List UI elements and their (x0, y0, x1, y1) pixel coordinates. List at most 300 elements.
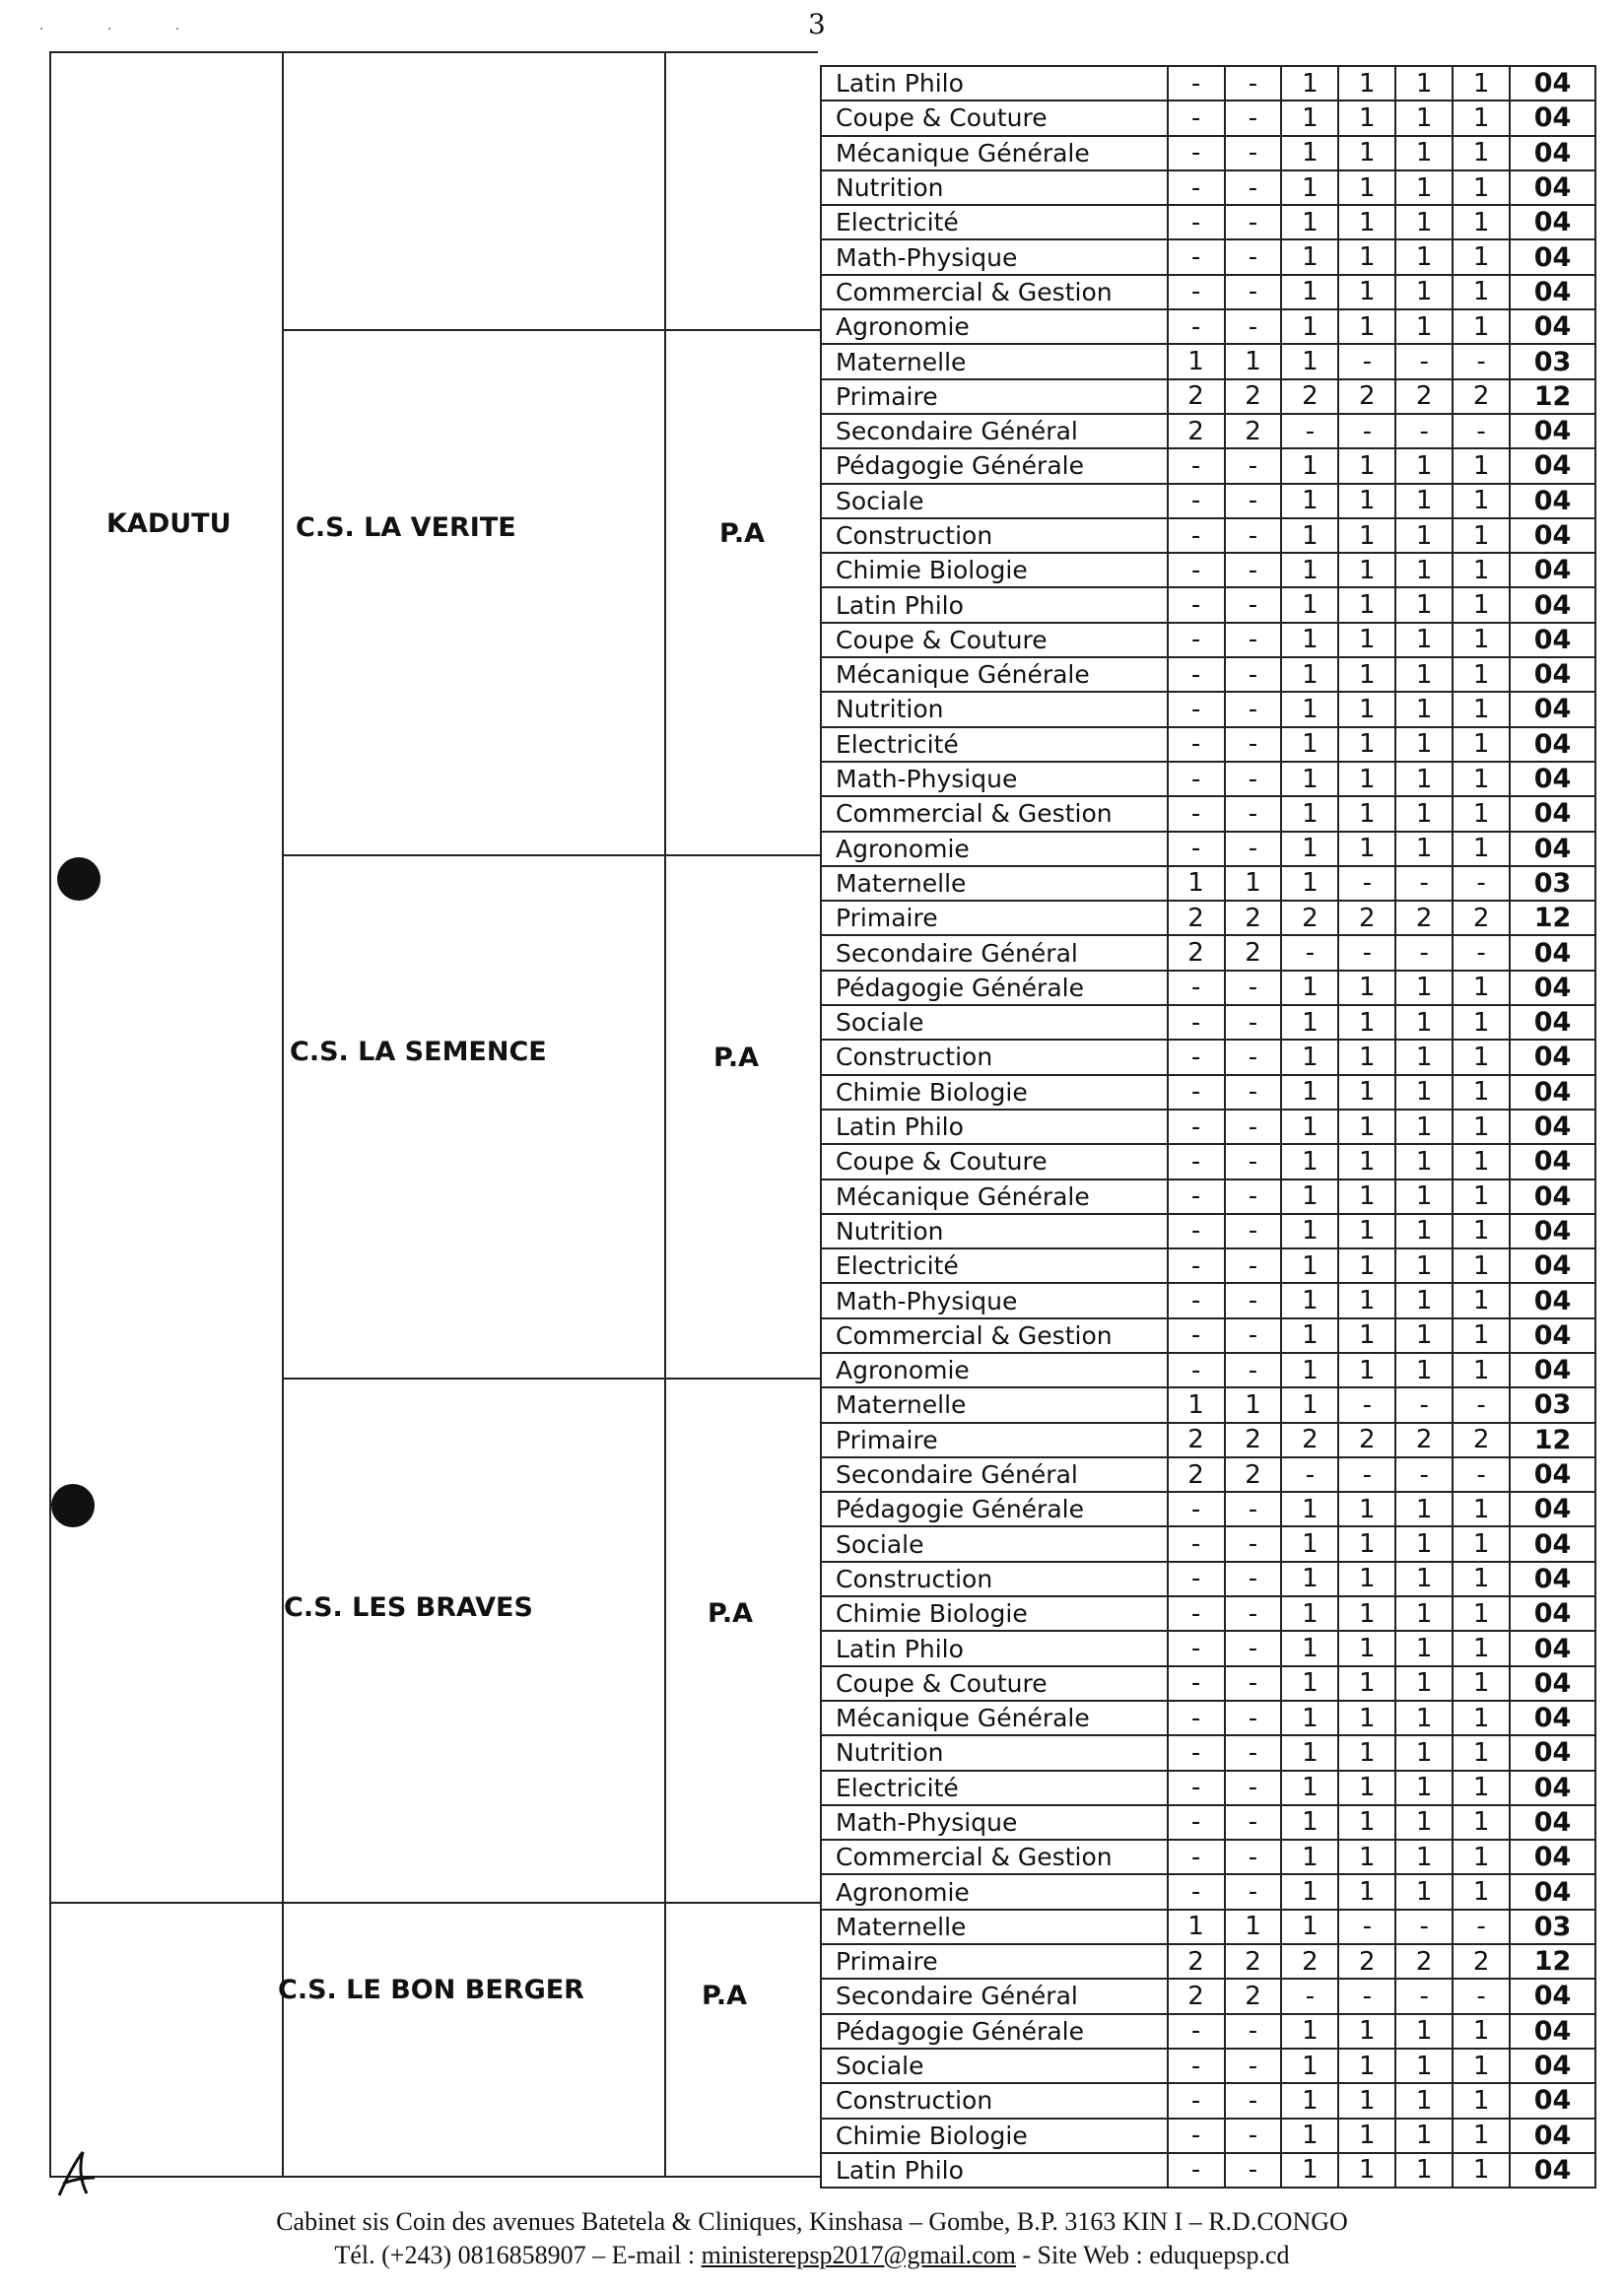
count-cell: 1 (1281, 275, 1338, 309)
table-row (821, 935, 1595, 970)
count-cell: 1 (1453, 1214, 1510, 1248)
count-cell: - (1453, 1457, 1510, 1492)
count-cell: 1 (1281, 1248, 1338, 1283)
count-cell: 1 (1281, 1526, 1338, 1561)
count-cell: 1 (1338, 2153, 1395, 2188)
count-cell: 1 (1281, 866, 1338, 901)
total-cell: 04 (1510, 2083, 1595, 2118)
count-cell: 1 (1338, 1492, 1395, 1526)
count-cell: 1 (1395, 657, 1453, 692)
count-cell: - (1168, 1874, 1225, 1909)
count-cell: - (1225, 66, 1282, 101)
school-column-divider (664, 51, 666, 2176)
count-cell: 2 (1338, 1423, 1395, 1457)
count-cell: 1 (1338, 1735, 1395, 1770)
count-cell: 1 (1395, 832, 1453, 866)
subject-cell: Agronomie (821, 1353, 1168, 1387)
count-cell: - (1168, 518, 1225, 553)
district-column-divider (282, 51, 284, 2176)
subject-cell: Pédagogie Générale (821, 2014, 1168, 2049)
subject-cell: Coupe & Couture (821, 1144, 1168, 1179)
total-cell: 04 (1510, 935, 1595, 970)
count-cell: 2 (1281, 901, 1338, 935)
table-row (821, 1353, 1595, 1387)
subject-cell: Secondaire Général (821, 1979, 1168, 2013)
count-cell: 1 (1453, 170, 1510, 205)
count-cell: - (1225, 1771, 1282, 1805)
count-cell: 1 (1453, 692, 1510, 726)
total-cell: 04 (1510, 1805, 1595, 1840)
count-cell: 1 (1281, 657, 1338, 692)
count-cell: - (1168, 1771, 1225, 1805)
count-cell: 1 (1395, 239, 1453, 274)
school-name: C.S. LA SEMENCE (290, 1037, 547, 1067)
count-cell: - (1281, 935, 1338, 970)
table-row (821, 1040, 1595, 1074)
count-cell: 1 (1338, 1110, 1395, 1144)
subject-cell: Agronomie (821, 309, 1168, 344)
count-cell: - (1168, 448, 1225, 483)
district-divider (49, 1902, 820, 1904)
count-cell: - (1168, 1701, 1225, 1735)
total-cell: 04 (1510, 170, 1595, 205)
count-cell: 1 (1395, 309, 1453, 344)
count-cell: 1 (1395, 1318, 1453, 1353)
count-cell: 1 (1338, 727, 1395, 762)
count-cell: - (1168, 66, 1225, 101)
count-cell: 1 (1453, 101, 1510, 135)
total-cell: 12 (1510, 1423, 1595, 1457)
count-cell: - (1338, 1910, 1395, 1944)
count-cell: 1 (1395, 1179, 1453, 1214)
subject-cell: Latin Philo (821, 66, 1168, 101)
subject-cell: Mécanique Générale (821, 136, 1168, 170)
count-cell: 1 (1453, 66, 1510, 101)
count-cell: - (1168, 657, 1225, 692)
count-cell: 1 (1281, 1631, 1338, 1665)
table-row (821, 1005, 1595, 1040)
table-row (821, 66, 1595, 101)
total-cell: 04 (1510, 2049, 1595, 2083)
count-cell: 1 (1395, 1631, 1453, 1665)
subject-cell: Sociale (821, 1526, 1168, 1561)
total-cell: 04 (1510, 414, 1595, 448)
count-cell: 1 (1453, 1631, 1510, 1665)
school-status: P.A (713, 1043, 759, 1073)
table-row (821, 866, 1595, 901)
count-cell: - (1168, 1283, 1225, 1317)
count-cell: 2 (1281, 1944, 1338, 1979)
total-cell: 04 (1510, 1666, 1595, 1701)
count-cell: - (1225, 1874, 1282, 1909)
count-cell: 1 (1281, 1735, 1338, 1770)
count-cell: 2 (1225, 1979, 1282, 2013)
count-cell: - (1225, 2153, 1282, 2188)
table-row (821, 344, 1595, 378)
count-cell: 1 (1281, 1840, 1338, 1874)
count-cell: - (1225, 275, 1282, 309)
count-cell: 2 (1281, 1423, 1338, 1457)
count-cell: 1 (1338, 1353, 1395, 1387)
subject-cell: Chimie Biologie (821, 1596, 1168, 1631)
count-cell: 1 (1281, 1910, 1338, 1944)
table-row (821, 1631, 1595, 1665)
footer-address: Cabinet sis Coin des avenues Batetela & Cliniques, Kinshasa – Gombe, B.P. 3163 KIN I – R.D.CONGO (276, 2207, 1348, 2236)
count-cell: 1 (1453, 1492, 1510, 1526)
count-cell: 1 (1281, 587, 1338, 622)
count-cell: 1 (1395, 1701, 1453, 1735)
total-cell: 04 (1510, 1353, 1595, 1387)
count-cell: 1 (1281, 1005, 1338, 1040)
count-cell: 1 (1338, 657, 1395, 692)
total-cell: 04 (1510, 205, 1595, 239)
count-cell: 1 (1338, 309, 1395, 344)
subject-cell: Pédagogie Générale (821, 448, 1168, 483)
count-cell: 1 (1453, 1562, 1510, 1596)
count-cell: - (1168, 1179, 1225, 1214)
subject-cell: Coupe & Couture (821, 623, 1168, 657)
count-cell: 1 (1338, 2119, 1395, 2153)
count-cell: 1 (1395, 1283, 1453, 1317)
count-cell: - (1168, 239, 1225, 274)
count-cell: 1 (1281, 727, 1338, 762)
count-cell: - (1168, 1144, 1225, 1179)
count-cell: 1 (1395, 1526, 1453, 1561)
count-cell: 1 (1395, 2083, 1453, 2118)
count-cell: 1 (1395, 762, 1453, 796)
count-cell: - (1225, 1353, 1282, 1387)
count-cell: - (1225, 762, 1282, 796)
count-cell: 1 (1281, 1701, 1338, 1735)
count-cell: - (1338, 866, 1395, 901)
count-cell: 1 (1338, 1840, 1395, 1874)
count-cell: - (1168, 692, 1225, 726)
count-cell: 2 (1338, 1944, 1395, 1979)
subject-cell: Nutrition (821, 1214, 1168, 1248)
total-cell: 04 (1510, 239, 1595, 274)
count-cell: - (1225, 1075, 1282, 1110)
table-row (821, 1423, 1595, 1457)
subject-cell: Commercial & Gestion (821, 275, 1168, 309)
subject-cell: Pédagogie Générale (821, 1492, 1168, 1526)
count-cell: 1 (1453, 1075, 1510, 1110)
subject-cell: Primaire (821, 901, 1168, 935)
count-cell: 1 (1281, 205, 1338, 239)
count-cell: 1 (1225, 1910, 1282, 1944)
table-row (821, 1075, 1595, 1110)
count-cell: 1 (1338, 1005, 1395, 1040)
footer-website: - Site Web : eduquepsp.cd (1015, 2241, 1290, 2269)
count-cell: - (1395, 1910, 1453, 1944)
total-cell: 04 (1510, 484, 1595, 518)
count-cell: 1 (1225, 866, 1282, 901)
count-cell: 1 (1225, 1387, 1282, 1422)
district-name: KADUTU (106, 508, 232, 539)
total-cell: 12 (1510, 1944, 1595, 1979)
total-cell: 03 (1510, 1910, 1595, 1944)
count-cell: 1 (1281, 1562, 1338, 1596)
table-row (821, 379, 1595, 414)
count-cell: - (1168, 205, 1225, 239)
count-cell: 1 (1453, 1701, 1510, 1735)
total-cell: 04 (1510, 796, 1595, 831)
count-cell: 1 (1338, 1631, 1395, 1665)
table-row (821, 1144, 1595, 1179)
count-cell: 1 (1281, 344, 1338, 378)
table-row (821, 553, 1595, 587)
count-cell: - (1168, 587, 1225, 622)
subject-cell: Primaire (821, 379, 1168, 414)
count-cell: 1 (1338, 1874, 1395, 1909)
count-cell: - (1168, 484, 1225, 518)
count-cell: - (1225, 136, 1282, 170)
table-row (821, 727, 1595, 762)
count-cell: - (1225, 1526, 1282, 1561)
subject-allocation-table (820, 65, 1596, 2189)
subject-cell: Chimie Biologie (821, 2119, 1168, 2153)
table-row (821, 414, 1595, 448)
count-cell: 1 (1453, 1005, 1510, 1040)
count-cell: 1 (1453, 587, 1510, 622)
count-cell: 1 (1395, 1562, 1453, 1596)
count-cell: - (1168, 1526, 1225, 1561)
total-cell: 04 (1510, 1526, 1595, 1561)
total-cell: 04 (1510, 1631, 1595, 1665)
count-cell: 1 (1338, 1075, 1395, 1110)
count-cell: 2 (1395, 901, 1453, 935)
count-cell: - (1395, 1979, 1453, 2013)
table-row (821, 101, 1595, 135)
subject-cell: Nutrition (821, 1735, 1168, 1770)
total-cell: 04 (1510, 2119, 1595, 2153)
count-cell: - (1168, 727, 1225, 762)
count-cell: 1 (1395, 2049, 1453, 2083)
count-cell: 1 (1395, 587, 1453, 622)
table-row (821, 448, 1595, 483)
table-row (821, 1944, 1595, 1979)
count-cell: 1 (1338, 1179, 1395, 1214)
count-cell: 1 (1453, 657, 1510, 692)
table-row (821, 136, 1595, 170)
count-cell: 1 (1453, 971, 1510, 1005)
table-top-border (49, 51, 818, 53)
total-cell: 04 (1510, 587, 1595, 622)
count-cell: 1 (1338, 170, 1395, 205)
table-row (821, 1701, 1595, 1735)
count-cell: 1 (1281, 1318, 1338, 1353)
subject-cell: Latin Philo (821, 1110, 1168, 1144)
total-cell: 04 (1510, 832, 1595, 866)
count-cell: 1 (1453, 727, 1510, 762)
subject-cell: Construction (821, 518, 1168, 553)
school-status: P.A (702, 1981, 747, 2011)
count-cell: 1 (1225, 344, 1282, 378)
footer-email-link[interactable]: ministerepsp2017@gmail.com (701, 2241, 1016, 2269)
count-cell: 1 (1395, 971, 1453, 1005)
count-cell: 1 (1453, 136, 1510, 170)
count-cell: - (1338, 1457, 1395, 1492)
count-cell: 1 (1453, 484, 1510, 518)
subject-cell: Construction (821, 1040, 1168, 1074)
count-cell: 1 (1395, 727, 1453, 762)
count-cell: 1 (1453, 1840, 1510, 1874)
count-cell: 2 (1225, 901, 1282, 935)
count-cell: 1 (1395, 1666, 1453, 1701)
count-cell: - (1338, 344, 1395, 378)
count-cell: - (1281, 414, 1338, 448)
count-cell: 2 (1225, 1423, 1282, 1457)
count-cell: 1 (1453, 1735, 1510, 1770)
count-cell: 2 (1168, 1423, 1225, 1457)
count-cell: 1 (1338, 2083, 1395, 2118)
count-cell: - (1453, 344, 1510, 378)
subject-cell: Coupe & Couture (821, 101, 1168, 135)
count-cell: 1 (1395, 275, 1453, 309)
subject-cell: Secondaire Général (821, 935, 1168, 970)
subject-cell: Agronomie (821, 1874, 1168, 1909)
count-cell: - (1168, 2153, 1225, 2188)
table-row (821, 1735, 1595, 1770)
total-cell: 04 (1510, 1040, 1595, 1074)
total-cell: 04 (1510, 1005, 1595, 1040)
table-row (821, 484, 1595, 518)
subject-cell: Primaire (821, 1944, 1168, 1979)
count-cell: 1 (1395, 1735, 1453, 1770)
count-cell: - (1168, 1005, 1225, 1040)
count-cell: - (1225, 2014, 1282, 2049)
count-cell: - (1168, 2049, 1225, 2083)
count-cell: - (1168, 796, 1225, 831)
count-cell: 1 (1281, 1874, 1338, 1909)
count-cell: 1 (1453, 553, 1510, 587)
table-row (821, 2119, 1595, 2153)
count-cell: 1 (1395, 553, 1453, 587)
total-cell: 12 (1510, 379, 1595, 414)
count-cell: 1 (1338, 1701, 1395, 1735)
count-cell: - (1225, 448, 1282, 483)
table-row (821, 1840, 1595, 1874)
total-cell: 04 (1510, 971, 1595, 1005)
subject-cell: Chimie Biologie (821, 1075, 1168, 1110)
count-cell: 1 (1281, 1596, 1338, 1631)
count-cell: 1 (1338, 587, 1395, 622)
count-cell: - (1225, 692, 1282, 726)
count-cell: - (1168, 762, 1225, 796)
count-cell: 1 (1281, 239, 1338, 274)
table-row (821, 1457, 1595, 1492)
count-cell: 1 (1338, 1318, 1395, 1353)
count-cell: - (1225, 101, 1282, 135)
subject-cell: Electricité (821, 205, 1168, 239)
count-cell: 1 (1453, 1596, 1510, 1631)
school-status: P.A (708, 1598, 753, 1629)
total-cell: 04 (1510, 101, 1595, 135)
table-row (821, 1596, 1595, 1631)
count-cell: 1 (1395, 136, 1453, 170)
count-cell: - (1168, 1596, 1225, 1631)
count-cell: 2 (1453, 901, 1510, 935)
subject-cell: Latin Philo (821, 2153, 1168, 2188)
subject-cell: Coupe & Couture (821, 1666, 1168, 1701)
count-cell: 1 (1168, 1910, 1225, 1944)
count-cell: 1 (1281, 2083, 1338, 2118)
count-cell: - (1225, 1248, 1282, 1283)
school-divider-2 (282, 854, 820, 856)
table-row (821, 1283, 1595, 1317)
count-cell: 1 (1395, 1353, 1453, 1387)
count-cell: 1 (1453, 2049, 1510, 2083)
table-row (821, 2049, 1595, 2083)
count-cell: - (1168, 2083, 1225, 2118)
count-cell: - (1225, 623, 1282, 657)
count-cell: 1 (1281, 170, 1338, 205)
table-row (821, 1562, 1595, 1596)
count-cell: - (1168, 553, 1225, 587)
school-name: C.S. LA VERITE (296, 512, 516, 543)
total-cell: 04 (1510, 727, 1595, 762)
count-cell: - (1168, 275, 1225, 309)
subject-cell: Math-Physique (821, 1283, 1168, 1317)
count-cell: - (1395, 414, 1453, 448)
table-row (821, 309, 1595, 344)
count-cell: 1 (1338, 205, 1395, 239)
count-cell: - (1168, 170, 1225, 205)
total-cell: 04 (1510, 1457, 1595, 1492)
count-cell: 1 (1338, 275, 1395, 309)
count-cell: 1 (1395, 1771, 1453, 1805)
total-cell: 04 (1510, 136, 1595, 170)
count-cell: - (1168, 623, 1225, 657)
count-cell: - (1168, 1075, 1225, 1110)
total-cell: 04 (1510, 1596, 1595, 1631)
total-cell: 04 (1510, 657, 1595, 692)
total-cell: 03 (1510, 866, 1595, 901)
count-cell: 2 (1168, 1457, 1225, 1492)
table-row (821, 1179, 1595, 1214)
count-cell: - (1168, 1040, 1225, 1074)
count-cell: - (1168, 1353, 1225, 1387)
subject-cell: Sociale (821, 484, 1168, 518)
total-cell: 03 (1510, 1387, 1595, 1422)
total-cell: 04 (1510, 1248, 1595, 1283)
count-cell: 1 (1338, 1214, 1395, 1248)
count-cell: 1 (1453, 762, 1510, 796)
count-cell: - (1225, 484, 1282, 518)
count-cell: - (1168, 1631, 1225, 1665)
subject-cell: Chimie Biologie (821, 553, 1168, 587)
count-cell: 2 (1395, 379, 1453, 414)
count-cell: 1 (1395, 170, 1453, 205)
table-row (821, 2014, 1595, 2049)
count-cell: 1 (1338, 1771, 1395, 1805)
count-cell: - (1168, 1248, 1225, 1283)
table-row (821, 1526, 1595, 1561)
count-cell: 1 (1338, 1144, 1395, 1179)
count-cell: - (1168, 1840, 1225, 1874)
count-cell: - (1281, 1979, 1338, 2013)
table-row (821, 1387, 1595, 1422)
total-cell: 04 (1510, 1214, 1595, 1248)
subject-cell: Construction (821, 2083, 1168, 2118)
count-cell: 2 (1395, 1944, 1453, 1979)
subject-cell: Primaire (821, 1423, 1168, 1457)
count-cell: 1 (1281, 796, 1338, 831)
count-cell: 1 (1453, 2119, 1510, 2153)
count-cell: - (1225, 1283, 1282, 1317)
table-row (821, 1771, 1595, 1805)
count-cell: 1 (1395, 1874, 1453, 1909)
table-row (821, 623, 1595, 657)
